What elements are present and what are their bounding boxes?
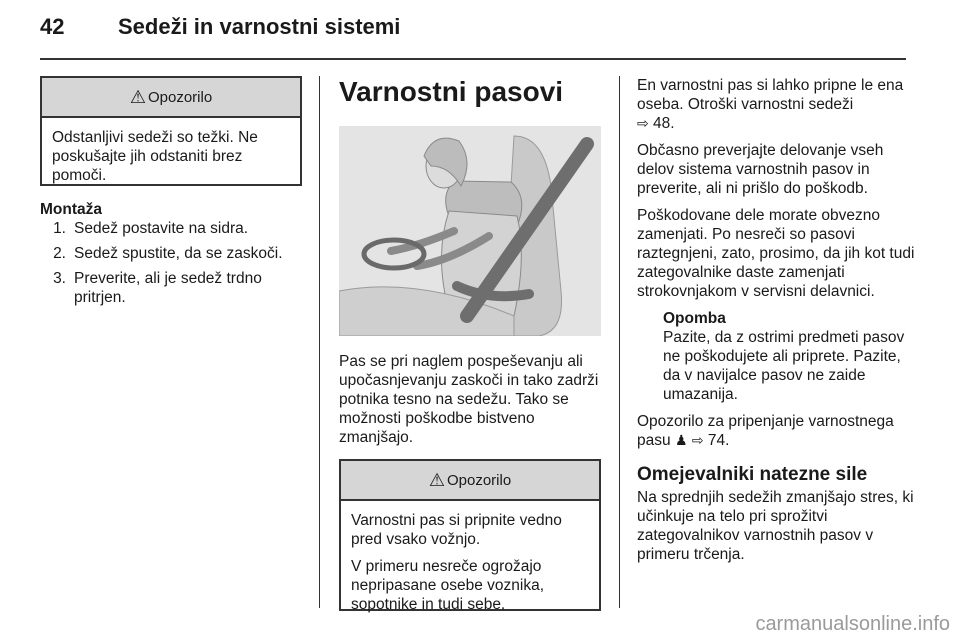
assembly-steps [40, 219, 302, 307]
seatbelt-illustration-svg [339, 126, 601, 336]
warning-title: Opozorilo [147, 88, 213, 106]
list-item: 3. Preverite, ali je sedež trdno pritrjen. [53, 270, 262, 306]
page-number: 42 [40, 14, 65, 39]
paragraph-belt-warning: Opozorilo za pripenjanje varnostnega pasu ♟ ⇨ 74. [637, 413, 894, 449]
column-left [40, 76, 302, 313]
warning-header [341, 461, 599, 501]
warning-header [42, 78, 300, 118]
load-limiters-text: Na sprednjih sedežih zmanjšajo stres, ki učinkuje na telo pri sprožitvi zategovalnikov varnostnih pasov v primeru trčenja. [637, 489, 914, 563]
column-middle [339, 76, 601, 611]
note-text: Pazite, da z ostrimi predmeti pasov ne poškodujete ali priprete. Pazite, da v navijalce pasov ne zaide umazanija. [663, 329, 905, 403]
column-divider-left [319, 76, 320, 608]
paragraph-one-person: En varnostni pas si lahko pripne le ena oseba. Otroški varnostni sedeži ⇨ 48. [637, 77, 904, 132]
seatbelt-description: Pas se pri naglem pospeševanju ali upočasnjevanju zaskoči in tako zadrži potnika tesno na sedežu. Tako se možnosti poškodbe bistveno zmanjšajo. [339, 353, 599, 446]
warning-box-seatbelts [339, 459, 601, 611]
load-limiters-title: Omejevalniki natezne sile [637, 464, 868, 485]
warning-triangle-icon: ⚠ [428, 469, 445, 490]
assembly-title: Montaža [40, 201, 102, 218]
warning-title: Opozorilo [446, 471, 512, 489]
page-reference-arrow-icon: ⇨ [637, 115, 649, 131]
paragraph-replace: Poškodovane dele morate obvezno zamenjati. Po nesreči so pasovi raztegnjeni, zato, prosimo, da jih kot tudi zategovalnike daste zamenjati strokovnjakom v servisni delavnici. [637, 207, 915, 300]
seatbelts-title: Varnostni pasovi [339, 76, 564, 107]
column-right [637, 76, 917, 572]
list-item: 2. Sedež spustite, da se zaskoči. [53, 245, 283, 262]
warning-triangle-icon: ⚠ [129, 86, 146, 107]
warning-text-2: V primeru nesreče ogrožajo nepripasane osebe voznika, sopotnike in tudi sebe. [351, 558, 545, 613]
list-item: 1. Sedež postavite na sidra. [53, 220, 249, 237]
column-divider-right [619, 76, 620, 608]
warning-box-seats [40, 76, 302, 186]
woman-wearing-seatbelt-illustration [339, 126, 601, 336]
note-block [637, 309, 917, 404]
paragraph-check: Občasno preverjajte delovanje vseh delov sistema varnostnih pasov in preverite, ali ni prišlo do poškodb. [637, 142, 884, 197]
header-rule [40, 58, 906, 60]
warning-text-1: Varnostni pas si pripnite vedno pred vsako vožnjo. [351, 512, 562, 548]
warning-text: Odstanljivi sedeži so težki. Ne poskušajte jih odstaniti brez pomoči. [52, 129, 258, 184]
page-reference-link[interactable]: 48. [653, 115, 675, 132]
warning-body [341, 501, 599, 626]
watermark: carmanualsonline.info [755, 613, 950, 635]
note-title: Opomba [663, 310, 726, 327]
page-reference-link[interactable]: 74. [707, 432, 730, 449]
section-title: Sedeži in varnostni sistemi [118, 14, 401, 39]
seatbelt-person-icon: ♟ [674, 432, 688, 448]
page-reference-arrow-icon: ⇨ [691, 432, 704, 448]
page-header [40, 14, 920, 54]
